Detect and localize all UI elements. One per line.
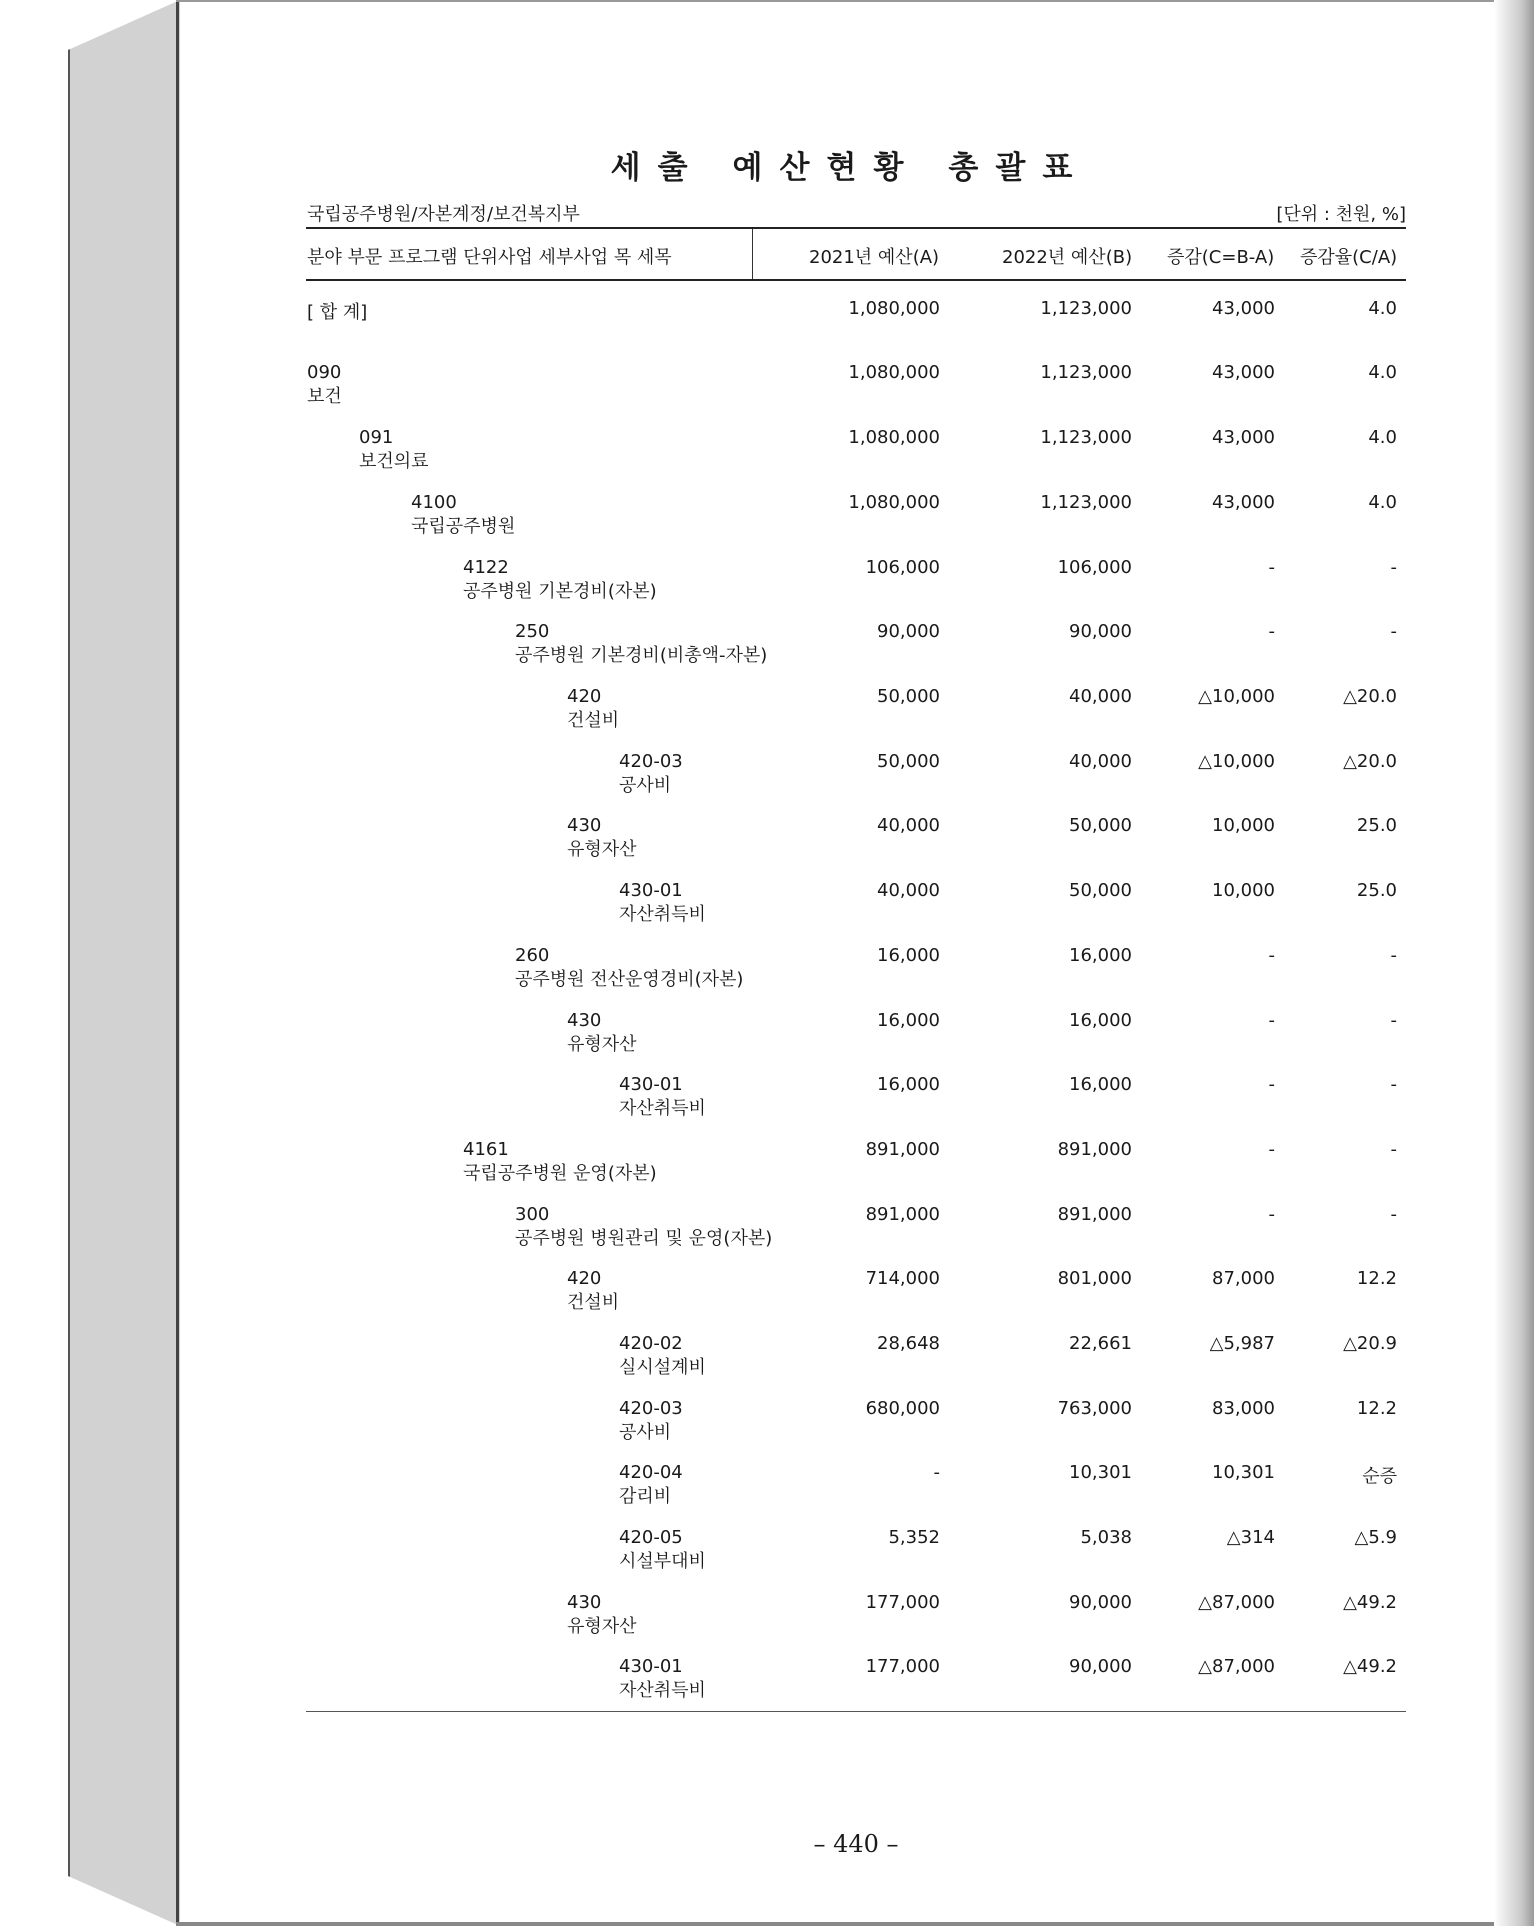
row-budget-2022: 891,000	[1057, 1139, 1132, 1160]
row-code: 430-01	[619, 880, 683, 901]
row-code: 091	[359, 427, 394, 448]
row-code: 250	[515, 621, 550, 642]
row-code: 420-02	[619, 1333, 683, 1354]
row-code: 4161	[463, 1139, 509, 1160]
row-change-rate: -	[1390, 1074, 1397, 1095]
table-row	[0, 1268, 1534, 1328]
row-code: 430	[567, 1592, 602, 1613]
row-budget-2021: 16,000	[877, 1074, 940, 1095]
row-change: △10,000	[1198, 751, 1275, 772]
row-budget-2022: 50,000	[1069, 880, 1132, 901]
col-header-budget-2021: 2021년 예산(A)	[809, 247, 940, 268]
row-change-rate: △49.2	[1343, 1592, 1397, 1613]
col-header-change: 증감(C=B-A)	[1167, 247, 1275, 268]
unit-label: [단위 : 천원, %]	[1276, 204, 1406, 225]
table-row	[0, 1592, 1534, 1652]
row-budget-2021: 106,000	[865, 557, 940, 578]
row-budget-2021: 50,000	[877, 751, 940, 772]
row-name: 공주병원 병원관리 및 운영(자본)	[515, 1228, 773, 1249]
row-change-rate: 12.2	[1356, 1268, 1397, 1289]
row-budget-2022: 801,000	[1057, 1268, 1132, 1289]
row-name: 유형자산	[567, 839, 637, 860]
row-budget-2022: 40,000	[1069, 686, 1132, 707]
row-budget-2021: -	[933, 1462, 940, 1483]
row-change: △10,000	[1198, 686, 1275, 707]
row-code: 430	[567, 815, 602, 836]
row-change-rate: △20.0	[1343, 686, 1397, 707]
table-row	[0, 621, 1534, 681]
table-row	[0, 1204, 1534, 1264]
row-budget-2022: 50,000	[1069, 815, 1132, 836]
row-code: 430-01	[619, 1656, 683, 1677]
header-column-divider	[752, 229, 753, 279]
row-name: 시설부대비	[619, 1551, 706, 1572]
row-change-rate: 4.0	[1368, 362, 1397, 383]
table-bottom-rule	[306, 1711, 1406, 1712]
table-row	[0, 492, 1534, 552]
row-budget-2022: 16,000	[1069, 945, 1132, 966]
row-change-rate: △20.9	[1343, 1333, 1397, 1354]
row-budget-2021: 1,080,000	[848, 298, 940, 319]
row-budget-2021: 1,080,000	[848, 492, 940, 513]
row-change: 10,000	[1212, 880, 1275, 901]
row-change: -	[1268, 1204, 1275, 1225]
row-change-rate: △49.2	[1343, 1656, 1397, 1677]
table-row	[0, 427, 1534, 487]
row-change-rate: -	[1390, 1204, 1397, 1225]
row-change: 43,000	[1212, 492, 1275, 513]
col-header-budget-2022: 2022년 예산(B)	[1002, 247, 1133, 268]
header-bottom-rule	[306, 279, 1406, 281]
row-name: 건설비	[567, 1292, 620, 1313]
row-budget-2021: 28,648	[877, 1333, 940, 1354]
org-path: 국립공주병원/자본계정/보건복지부	[307, 204, 580, 225]
row-budget-2021: 40,000	[877, 880, 940, 901]
table-row	[0, 686, 1534, 746]
row-change: -	[1268, 557, 1275, 578]
table-row	[0, 945, 1534, 1005]
col-header-change-rate: 증감율(C/A)	[1300, 247, 1398, 268]
row-code: 420	[567, 686, 602, 707]
table-row	[0, 1010, 1534, 1070]
row-name: 감리비	[619, 1486, 672, 1507]
row-code: 420-03	[619, 1398, 683, 1419]
row-change-rate: 4.0	[1368, 492, 1397, 513]
table-row	[0, 1656, 1534, 1716]
table-row	[0, 880, 1534, 940]
row-budget-2021: 40,000	[877, 815, 940, 836]
row-budget-2022: 16,000	[1069, 1074, 1132, 1095]
row-name: 공사비	[619, 775, 672, 796]
row-name: 보건	[307, 386, 342, 407]
row-budget-2022: 1,123,000	[1040, 492, 1132, 513]
row-budget-2021: 680,000	[865, 1398, 940, 1419]
row-budget-2021: 16,000	[877, 1010, 940, 1031]
row-change-rate: 순증	[1362, 1466, 1397, 1487]
row-change: 10,000	[1212, 815, 1275, 836]
row-change-rate: -	[1390, 1139, 1397, 1160]
row-budget-2021: 16,000	[877, 945, 940, 966]
row-change: 43,000	[1212, 362, 1275, 383]
row-budget-2021: 1,080,000	[848, 362, 940, 383]
row-name: 자산취득비	[619, 1680, 706, 1701]
row-change: △87,000	[1198, 1592, 1275, 1613]
table-row	[0, 751, 1534, 811]
row-name: 건설비	[567, 710, 620, 731]
row-change-rate: 12.2	[1356, 1398, 1397, 1419]
row-code: 420-04	[619, 1462, 683, 1483]
row-code: 420-05	[619, 1527, 683, 1548]
row-budget-2021: 714,000	[865, 1268, 940, 1289]
row-change: 83,000	[1212, 1398, 1275, 1419]
row-name: 공사비	[619, 1422, 672, 1443]
row-change: 43,000	[1212, 427, 1275, 448]
row-code: [ 합 계]	[307, 302, 368, 323]
row-change-rate: -	[1390, 557, 1397, 578]
page-bottom-edge	[176, 1922, 1534, 1926]
row-budget-2021: 177,000	[865, 1656, 940, 1677]
row-name: 공주병원 전산운영경비(자본)	[515, 969, 744, 990]
table-row	[0, 815, 1534, 875]
table-row	[0, 1333, 1534, 1393]
row-budget-2022: 763,000	[1057, 1398, 1132, 1419]
row-change: -	[1268, 621, 1275, 642]
row-change-rate: △5.9	[1354, 1527, 1397, 1548]
table-row	[0, 1462, 1534, 1522]
row-name: 유형자산	[567, 1034, 637, 1055]
table-row	[0, 298, 1534, 358]
row-change: △5,987	[1209, 1333, 1275, 1354]
row-budget-2022: 90,000	[1069, 621, 1132, 642]
row-change: 10,301	[1212, 1462, 1275, 1483]
row-change-rate: 4.0	[1368, 298, 1397, 319]
row-budget-2021: 90,000	[877, 621, 940, 642]
row-change-rate: -	[1390, 945, 1397, 966]
table-top-rule	[306, 227, 1406, 229]
row-budget-2021: 177,000	[865, 1592, 940, 1613]
row-budget-2021: 50,000	[877, 686, 940, 707]
row-name: 자산취득비	[619, 1098, 706, 1119]
row-change: -	[1268, 1074, 1275, 1095]
row-code: 260	[515, 945, 550, 966]
row-change: -	[1268, 1010, 1275, 1031]
row-code: 430	[567, 1010, 602, 1031]
row-change-rate: △20.0	[1343, 751, 1397, 772]
row-change: △314	[1226, 1527, 1275, 1548]
row-change: △87,000	[1198, 1656, 1275, 1677]
row-budget-2022: 90,000	[1069, 1656, 1132, 1677]
row-change-rate: -	[1390, 1010, 1397, 1031]
row-name: 실시설계비	[619, 1357, 706, 1378]
row-change: -	[1268, 945, 1275, 966]
row-change-rate: -	[1390, 621, 1397, 642]
row-change-rate: 4.0	[1368, 427, 1397, 448]
row-budget-2022: 1,123,000	[1040, 362, 1132, 383]
page-title: 세출 예산현황 총괄표	[610, 150, 1090, 186]
row-budget-2022: 16,000	[1069, 1010, 1132, 1031]
row-name: 국립공주병원 운영(자본)	[463, 1163, 657, 1184]
row-budget-2022: 1,123,000	[1040, 298, 1132, 319]
row-budget-2021: 891,000	[865, 1204, 940, 1225]
row-code: 090	[307, 362, 342, 383]
table-row	[0, 1139, 1534, 1199]
row-code: 420-03	[619, 751, 683, 772]
row-budget-2022: 40,000	[1069, 751, 1132, 772]
row-name: 유형자산	[567, 1616, 637, 1637]
row-change: -	[1268, 1139, 1275, 1160]
page-top-edge	[176, 0, 1534, 2]
row-budget-2022: 891,000	[1057, 1204, 1132, 1225]
table-row	[0, 1527, 1534, 1587]
row-name: 보건의료	[359, 451, 429, 472]
row-budget-2021: 5,352	[888, 1527, 940, 1548]
row-name: 공주병원 기본경비(자본)	[463, 581, 657, 602]
page-number: – 440 –	[813, 1830, 899, 1858]
row-budget-2022: 1,123,000	[1040, 427, 1132, 448]
row-change-rate: 25.0	[1356, 815, 1397, 836]
col-header-classification: 분야 부문 프로그램 단위사업 세부사업 목 세목	[307, 247, 672, 268]
row-code: 4100	[411, 492, 457, 513]
row-budget-2022: 10,301	[1069, 1462, 1132, 1483]
row-change: 43,000	[1212, 298, 1275, 319]
row-budget-2022: 5,038	[1080, 1527, 1132, 1548]
row-change-rate: 25.0	[1356, 880, 1397, 901]
row-budget-2022: 106,000	[1057, 557, 1132, 578]
table-row	[0, 1398, 1534, 1458]
table-row	[0, 1074, 1534, 1134]
row-change: 87,000	[1212, 1268, 1275, 1289]
row-code: 430-01	[619, 1074, 683, 1095]
row-budget-2021: 891,000	[865, 1139, 940, 1160]
row-name: 공주병원 기본경비(비총액-자본)	[515, 645, 768, 666]
row-budget-2022: 22,661	[1069, 1333, 1132, 1354]
table-row	[0, 362, 1534, 422]
row-budget-2022: 90,000	[1069, 1592, 1132, 1613]
row-code: 4122	[463, 557, 509, 578]
row-code: 300	[515, 1204, 550, 1225]
table-row	[0, 557, 1534, 617]
row-code: 420	[567, 1268, 602, 1289]
row-budget-2021: 1,080,000	[848, 427, 940, 448]
row-name: 자산취득비	[619, 904, 706, 925]
row-name: 국립공주병원	[411, 516, 516, 537]
